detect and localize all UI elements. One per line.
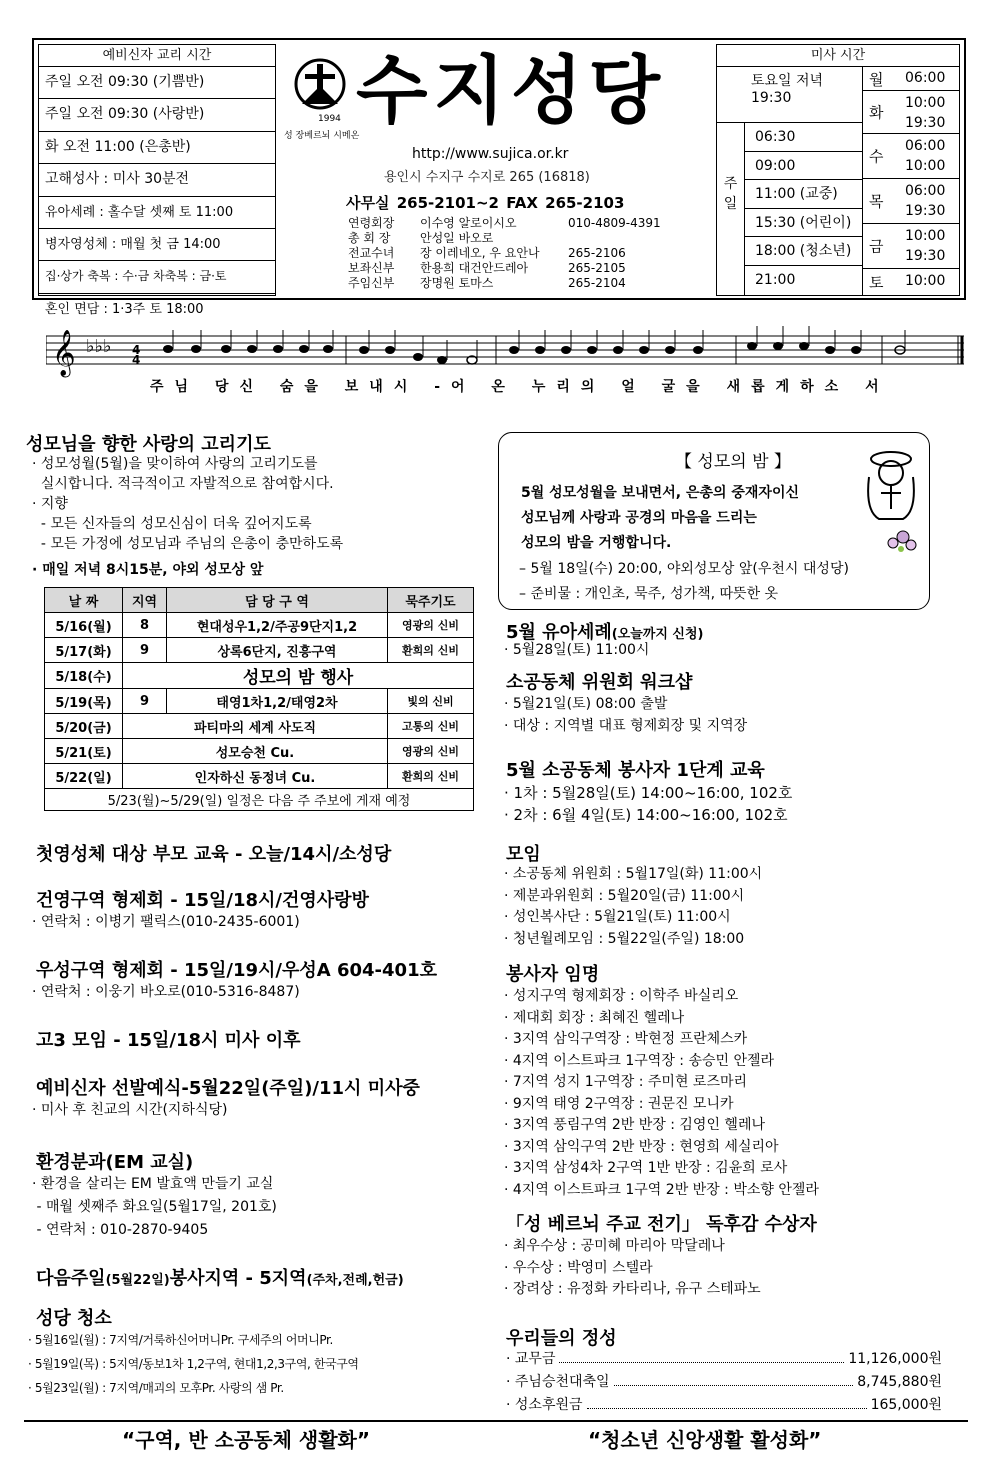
staff-row: [348, 276, 661, 291]
sunday-time: 11:00 (교중): [745, 180, 863, 209]
baptism-date: · 5월28일(토) 11:00시: [504, 642, 650, 658]
parish-logo-icon: [290, 56, 350, 112]
offering-amount: 11,126,000원: [848, 1351, 942, 1367]
staff-row: [348, 246, 661, 261]
hymn-music-staff: [46, 322, 964, 378]
em-title: 환경분과(EM 교실): [36, 1152, 194, 1173]
weekday-time: [905, 181, 945, 221]
sunday-time: 09:00: [745, 152, 863, 181]
mass-times-title: 미사 시간: [717, 45, 959, 67]
catechism-row: 주일 오전 09:30 (사랑반): [39, 99, 275, 131]
workshop-line: · 5월21일(토) 08:00 출발: [504, 696, 668, 712]
em-line: - 매월 셋째주 화요일(5월17일, 201호): [32, 1199, 277, 1215]
table-cell: 5/16(월): [45, 613, 123, 638]
virgin-mary-icon: [855, 441, 927, 559]
appoint-lines: [504, 986, 819, 1201]
mary-night-box: [498, 432, 930, 610]
workshop-lines: [504, 694, 747, 736]
table-row: [45, 714, 474, 739]
table-cell: 5/20(금): [45, 714, 123, 739]
baptism-title: 5월 유아세례: [506, 622, 612, 643]
workshop-line: · 대상 : 지역별 대표 형제회장 및 지역장: [504, 718, 748, 734]
table-cell: 9: [123, 638, 167, 663]
staff-row: [348, 231, 661, 246]
table-row: [45, 613, 474, 638]
table-row: [45, 638, 474, 663]
table-cell: 성모승천 Cu.: [123, 739, 388, 764]
meeting-line: · 제분과위원회 : 5월20일(금) 11:00시: [504, 887, 745, 904]
appoint-line: · 4지역 이스트파크 1구역장 : 송승민 안젤라: [504, 1052, 775, 1069]
staff-list: [348, 216, 661, 291]
table-header: 날 짜: [45, 588, 123, 613]
staff-phone: 265-2104: [568, 276, 626, 290]
training-line: · 2차 : 6월 4일(토) 14:00~16:00, 102호: [504, 806, 788, 824]
sunday-label-text: 주일: [723, 176, 738, 212]
sunday-time: 15:30 (어린이): [745, 209, 863, 238]
weekday-name: 화: [869, 103, 884, 122]
staff-role: 보좌신부: [348, 261, 395, 275]
mary-night-detail: – 준비물 : 개인초, 묵주, 성가책, 따뜻한 옷: [519, 586, 779, 602]
staff-role: 주임신부: [348, 276, 395, 290]
catechism-row: 고해성사 : 미사 30분전: [39, 164, 275, 196]
cleaning-title: 성당 청소: [36, 1308, 112, 1329]
geonyoung-contact: · 연락처 : 이병기 팰릭스(010-2435-6001): [32, 914, 300, 930]
next-service-main: 다음주일: [36, 1268, 106, 1289]
em-line: · 환경을 살리는 EM 발효액 만들기 교실: [32, 1176, 274, 1192]
weekday-time: [905, 93, 945, 133]
table-cell: 5/19(목): [45, 689, 123, 714]
training-title: 5월 소공동체 봉사자 1단계 교육: [506, 760, 765, 781]
staff-row: [348, 261, 661, 276]
table-cell: 인자하신 동정녀 Cu.: [123, 764, 388, 789]
geonyoung-title: 건영구역 형제회 - 15일/18시/건영사랑방: [36, 890, 369, 911]
right-slogan: “청소년 신앙생활 활성화”: [588, 1428, 822, 1452]
meeting-line: · 청년월례모임 : 5월22일(주일) 18:00: [504, 930, 745, 947]
weekday-time: [905, 136, 945, 176]
offering-label: · 성소후원금: [506, 1397, 583, 1413]
treble-clef-icon: 𝄞: [52, 330, 76, 376]
cleaning-line: · 5월16일(월) : 7지역/거룩하신어머니Pr. 구세주의 어머니Pr.: [28, 1333, 333, 1347]
table-cell: 현대성우1,2/주공9단지1,2: [167, 613, 388, 638]
rosary-line: - 모든 가정에 성모님과 주님의 은총이 충만하도록: [32, 536, 344, 552]
award-line: · 장려상 : 유정화 카타리나, 유구 스테파노: [504, 1281, 761, 1297]
website-link[interactable]: http://www.sujica.or.kr: [412, 146, 569, 162]
table-cell: 9: [123, 689, 167, 714]
table-row: [45, 739, 474, 764]
table-cell: 영광의 신비: [388, 739, 474, 764]
weekday-time-value: 10:00: [905, 228, 946, 244]
offering-row: [506, 1348, 942, 1368]
catechism-row: 주일 오전 09:30 (기쁨반): [39, 67, 275, 99]
catechumen-title: 예비신자 선발예식-5월22일(주일)/11시 미사중: [36, 1078, 420, 1099]
mary-night-line: 성모님께 사랑과 공경의 마음을 드리는: [521, 510, 757, 526]
catechism-row: 혼인 면담 : 1·3주 토 18:00: [45, 301, 204, 317]
weekday-name: 토: [869, 273, 884, 291]
meeting-lines: [504, 864, 762, 950]
weekday-row: [863, 224, 959, 269]
staff-phone: 265-2105: [568, 261, 626, 275]
time-signature-icon: 4: [132, 343, 141, 357]
em-line: - 연락처 : 010-2870-9405: [32, 1222, 209, 1238]
staff-role: 전교수녀: [348, 246, 395, 260]
footer-divider: [24, 1420, 968, 1422]
offering-amount: 8,745,880원: [857, 1374, 942, 1390]
appoint-line: · 3지역 삼성4차 2구역 1반 반장 : 김윤희 로사: [504, 1160, 788, 1176]
next-week-service: [36, 1264, 404, 1290]
weekend-mass: [717, 67, 863, 295]
patron-saint: 성 장베르뇌 시메온: [284, 131, 360, 141]
sunday-mass-list: [745, 123, 863, 295]
woosung-title: 우성구역 형제회 - 15일/19시/우성A 604-401호: [36, 960, 437, 981]
rosary-title: 성모님을 향한 사랑의 고리기도: [26, 434, 271, 455]
table-cell: 환희의 신비: [388, 764, 474, 789]
table-note: 5/23(월)~5/29(일) 일정은 다음 주 주보에 게재 예정: [45, 789, 474, 811]
rosary-line: · 성모성월(5월)을 맞이하여 사랑의 고리기도를: [32, 456, 318, 472]
appoint-line: · 3지역 삼익구역 2반 반장 : 현영희 세실리아: [504, 1138, 779, 1155]
svg-text:4: 4: [132, 353, 141, 367]
table-cell: 5/17(화): [45, 638, 123, 663]
saturday-label: 토요일 저녁: [751, 73, 824, 89]
staff-role: 연령회장: [348, 216, 395, 230]
weekday-name: 월: [869, 70, 884, 88]
offering-row: [506, 1371, 942, 1391]
notes-icon: [163, 326, 905, 364]
weekday-time: [905, 226, 945, 266]
weekday-time-value: 19:30: [905, 203, 946, 219]
rosary-line: - 모든 신자들의 성모신심이 더욱 깊어지도록: [32, 516, 312, 532]
table-cell: 파티마의 세계 사도직: [123, 714, 388, 739]
appoint-line: · 제대회 회장 : 최혜진 헬레나: [504, 1009, 685, 1026]
weekday-row: [863, 179, 959, 224]
table-cell: 영광의 신비: [388, 613, 474, 638]
workshop-title: 소공동체 위원회 워크샵: [506, 672, 693, 693]
table-cell: 고통의 신비: [388, 714, 474, 739]
catechism-title: 예비신자 교리 시간: [39, 45, 275, 67]
cleaning-line: · 5월23일(월) : 7지역/매괴의 모후Pr. 사랑의 샘 Pr.: [28, 1381, 284, 1395]
staff-phone: 265-2106: [568, 246, 626, 260]
table-header-row: [45, 588, 474, 613]
catechism-row: 화 오전 11:00 (은총반): [39, 132, 275, 164]
rosary-schedule-table: [44, 587, 474, 811]
rosary-time: · 매일 저녁 8시15분, 야외 성모상 앞: [32, 562, 264, 578]
appoint-line: · 성지구역 형제회장 : 이학주 바실리오: [504, 988, 739, 1004]
training-line: · 1차 : 5월28일(토) 14:00~16:00, 102호: [504, 784, 793, 802]
weekday-time-value: 06:00: [905, 138, 946, 154]
hymn-lyric: 주님 당신 숨을 보내시 -어 온 누리의 얼 굴을 새롭게하소 서: [150, 379, 890, 395]
table-header: 지역: [123, 588, 167, 613]
table-cell: 빛의 신비: [388, 689, 474, 714]
flat-icon: ♭♭♭: [86, 336, 112, 357]
next-service-rest: 봉사지역 - 5지역: [169, 1268, 307, 1289]
award-line: · 최우수상 : 공미혜 마리아 막달레나: [504, 1238, 725, 1254]
mary-night-details: [519, 557, 849, 607]
weekday-name: 금: [869, 237, 884, 256]
cleaning-lines: [28, 1330, 359, 1402]
award-lines: [504, 1236, 761, 1301]
mary-night-line: 5월 성모성월을 보내면서, 은총의 중재자이신: [521, 485, 799, 501]
appoint-line: · 4지역 이스트파크 1구역 2반 반장 : 박소향 안젤라: [504, 1181, 819, 1198]
table-cell: 성모의 밤 행사: [123, 663, 474, 689]
rosary-line: · 지향: [32, 496, 68, 512]
appoint-line: · 3지역 삼익구역장 : 박현정 프란체스카: [504, 1031, 748, 1047]
meeting-title: 모임: [506, 844, 541, 865]
rosary-text: [32, 454, 343, 554]
table-header: 묵주기도: [388, 588, 474, 613]
since-year: 1994: [318, 114, 341, 124]
staff-name: 장명원 토마스: [420, 276, 494, 290]
offering-title: 우리들의 정성: [506, 1328, 617, 1349]
office-phone: 사무실 265-2101~2 FAX 265-2103: [346, 194, 625, 212]
table-cell: 태영1차1,2/태영2차: [167, 689, 388, 714]
saturday-time: 19:30: [751, 90, 792, 106]
weekday-time: 06:00: [905, 70, 946, 86]
em-lines: [32, 1174, 277, 1240]
weekday-row: [863, 67, 959, 91]
weekday-time-value: 19:30: [905, 115, 946, 131]
training-lines: [504, 782, 792, 826]
mary-night-detail: – 5월 18일(수) 20:00, 야외성모상 앞(우천시 대성당): [519, 561, 849, 577]
offering-label: · 교무금: [506, 1351, 556, 1367]
weekday-time-value: 10:00: [905, 158, 946, 174]
weekday-time-value: 19:30: [905, 248, 946, 264]
staff-name: 장 이레네오, 우 요안나: [420, 246, 540, 260]
offering-row: [506, 1394, 942, 1414]
weekday-time: 10:00: [905, 273, 946, 289]
meeting-line: · 소공동체 위원회 : 5월17일(화) 11:00시: [504, 866, 763, 882]
appoint-line: · 7지역 성지 1구역장 : 주미현 로즈마리: [504, 1074, 748, 1090]
parish-address: 용인시 수지구 수지로 265 (16818): [384, 170, 590, 185]
woosung-contact: · 연락처 : 이웅기 바오로(010-5316-8487): [32, 984, 300, 1000]
table-row: [45, 689, 474, 714]
weekday-name: 수: [869, 147, 884, 166]
table-row: [45, 663, 474, 689]
mary-night-text: [521, 481, 799, 556]
weekday-name: 목: [869, 192, 884, 211]
weekday-mass: [863, 67, 959, 295]
award-title: 「성 베르뇌 주교 전기」 독후감 수상자: [506, 1214, 817, 1235]
staff-phone: 010-4809-4391: [568, 216, 661, 230]
left-slogan: “구역, 반 소공동체 생활화”: [122, 1428, 370, 1452]
rosary-line: 실시합니다. 적극적이고 자발적으로 참여합시다.: [32, 476, 334, 492]
saturday-mass: [717, 67, 863, 123]
appoint-line: · 9지역 태영 2구역장 : 권문진 모니카: [504, 1095, 734, 1112]
table-row: [45, 764, 474, 789]
first-communion-notice: 첫영성체 대상 부모 교육 - 오늘/14시/소성당: [36, 844, 392, 865]
appoint-line: · 3지역 풍림구역 2반 반장 : 김영인 헬레나: [504, 1117, 765, 1133]
catechism-row: 병자영성체 : 매월 첫 금 14:00: [39, 229, 275, 261]
next-service-date: (5월22일): [105, 1273, 170, 1288]
award-line: · 우수상 : 박영미 스텔라: [504, 1259, 653, 1276]
appoint-title: 봉사자 임명: [506, 964, 600, 985]
next-service-tail: (주차,전례,헌금): [306, 1273, 404, 1288]
staff-name: 안성일 바오로: [420, 231, 494, 245]
weekday-row: [863, 269, 959, 294]
table-header: 담 당 구 역: [167, 588, 388, 613]
weekday-row: [863, 91, 959, 134]
staff-row: [348, 216, 661, 231]
staff-name: 한용희 대건안드레아: [420, 261, 529, 275]
offering-label: · 주님승천대축일: [506, 1374, 610, 1390]
table-cell: 상록6단지, 진흥구역: [167, 638, 388, 663]
weekday-time-value: 06:00: [905, 183, 946, 199]
sunday-label: [717, 123, 745, 295]
weekday-row: [863, 134, 959, 179]
mary-night-line: 성모의 밤을 거행합니다.: [521, 535, 672, 551]
sunday-time: 18:00 (청소년): [745, 237, 863, 266]
sunday-time: 21:00: [755, 271, 796, 288]
weekday-time-value: 10:00: [905, 95, 946, 111]
table-cell: 5/18(수): [45, 663, 123, 689]
table-cell: 5/21(토): [45, 739, 123, 764]
table-cell: 8: [123, 613, 167, 638]
sunday-time: 06:30: [745, 123, 863, 152]
catechism-row: 유아세례 : 홀수달 셋째 토 11:00: [39, 197, 275, 229]
offering-amount: 165,000원: [870, 1397, 942, 1413]
offering-list: [506, 1348, 942, 1414]
go3-notice: 고3 모임 - 15일/18시 미사 이후: [36, 1030, 301, 1051]
staff-role: 총 회 장: [348, 231, 391, 245]
table-row: [45, 789, 474, 811]
mass-times-table: [716, 44, 960, 296]
meeting-line: · 성인복사단 : 5월21일(토) 11:00시: [504, 909, 731, 925]
catechism-table: [38, 44, 276, 317]
staff-name: 이수영 알로이시오: [420, 216, 517, 230]
catechism-row: 집·상가 축복 : 수·금 차축복 : 금·토: [39, 261, 275, 293]
catechumen-note: · 미사 후 친교의 시간(지하식당): [32, 1102, 228, 1118]
parish-title: 수지성당: [356, 48, 666, 134]
baptism-subtitle: (오늘까지 신청): [611, 627, 704, 642]
cleaning-line: · 5월19일(목) : 5지역/동보1차 1,2구역, 현대1,2,3구역, 한국구역: [28, 1357, 359, 1371]
table-cell: 5/22(일): [45, 764, 123, 789]
table-cell: 환희의 신비: [388, 638, 474, 663]
mary-night-title: 【 성모의 밤 】: [675, 452, 791, 472]
